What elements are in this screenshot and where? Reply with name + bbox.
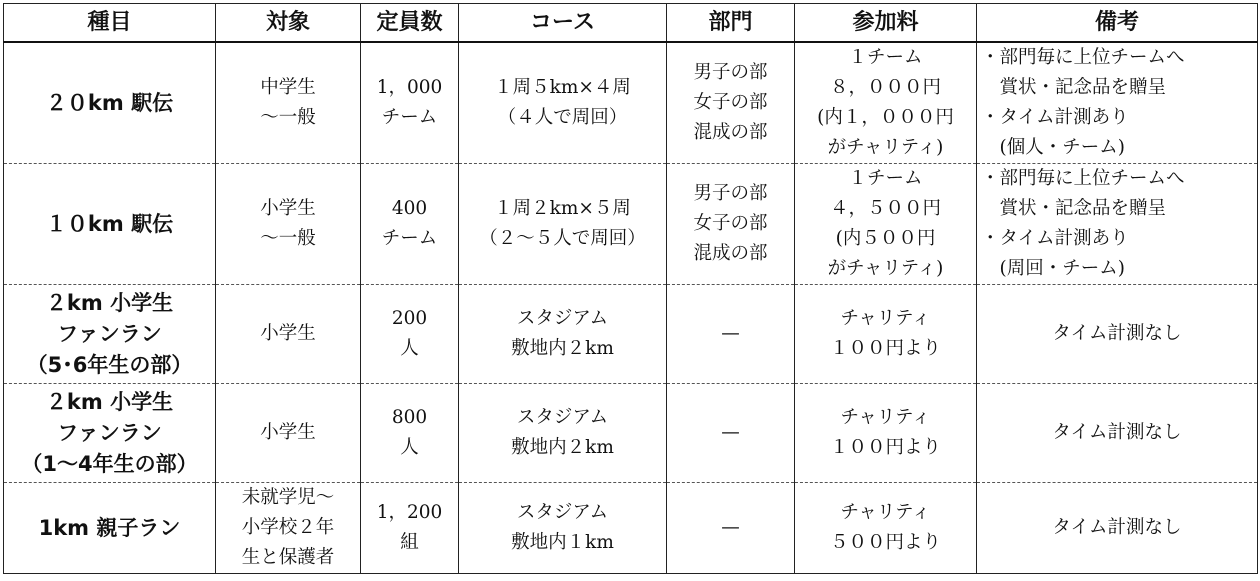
- target-line: 生と保護者: [241, 547, 335, 568]
- capacity-line: 1，000: [376, 77, 443, 98]
- capacity-cell: [361, 384, 459, 483]
- capacity-line: チーム: [381, 228, 438, 249]
- table-row: [4, 285, 1258, 384]
- target-line: 未就学児～: [241, 487, 335, 508]
- header-course: コース: [459, 4, 667, 43]
- event-cell: [4, 164, 216, 285]
- course-line: スタジアム: [516, 407, 609, 428]
- fee-line: チャリティ: [840, 502, 931, 523]
- header-fee: 参加料: [795, 4, 977, 43]
- fee-line: ８，０００円: [829, 77, 941, 98]
- notes-cell: [977, 164, 1258, 285]
- division-line: 男子の部: [693, 62, 768, 83]
- event-line: ファンラン: [57, 420, 162, 445]
- capacity-line: 1，200: [376, 502, 443, 523]
- notes-line: ・タイム計測あり: [981, 107, 1129, 128]
- target-line: 小学校２年: [241, 517, 335, 538]
- capacity-line: 人: [400, 437, 419, 458]
- event-line: ２０km 駅伝: [45, 90, 174, 115]
- event-table: [3, 3, 1258, 574]
- fee-line: (内１，０００円: [817, 107, 954, 128]
- division-cell: [667, 285, 795, 384]
- division-cell: [667, 483, 795, 574]
- course-line: 敷地内１km: [511, 532, 614, 553]
- course-cell: [459, 285, 667, 384]
- fee-line: １チーム: [848, 47, 923, 68]
- target-cell: [216, 285, 361, 384]
- course-cell: [459, 483, 667, 574]
- fee-cell: [795, 164, 977, 285]
- notes-line: タイム計測なし: [1052, 422, 1182, 443]
- capacity-line: 400: [391, 198, 428, 219]
- fee-line: ４，５００円: [829, 198, 941, 219]
- notes-line: ・部門毎に上位チームへ: [981, 47, 1185, 68]
- target-line: 小学生: [260, 323, 316, 344]
- event-line: ファンラン: [57, 321, 162, 346]
- course-line: １周２km×５周: [494, 198, 631, 219]
- notes-cell: [977, 384, 1258, 483]
- target-cell: [216, 384, 361, 483]
- table-row: [4, 483, 1258, 574]
- fee-line: １チーム: [848, 168, 923, 189]
- capacity-cell: [361, 285, 459, 384]
- header-division: 部門: [667, 4, 795, 43]
- notes-line: タイム計測なし: [1052, 323, 1182, 344]
- division-line: —: [721, 517, 740, 538]
- course-line: スタジアム: [516, 308, 609, 329]
- fee-cell: [795, 285, 977, 384]
- target-line: ～一般: [260, 107, 316, 128]
- course-cell: [459, 384, 667, 483]
- course-line: （２～５人で周回）: [479, 228, 646, 249]
- division-line: 混成の部: [693, 122, 768, 143]
- course-cell: [459, 42, 667, 164]
- capacity-line: チーム: [381, 107, 438, 128]
- course-cell: [459, 164, 667, 285]
- division-line: 男子の部: [693, 183, 768, 204]
- division-line: 女子の部: [693, 92, 768, 113]
- capacity-line: 組: [400, 532, 419, 553]
- division-line: 女子の部: [693, 213, 768, 234]
- fee-line: がチャリティ): [827, 258, 944, 279]
- event-cell: [4, 483, 216, 574]
- capacity-cell: [361, 483, 459, 574]
- event-line: （5･6年生の部）: [26, 352, 193, 377]
- target-line: ～一般: [260, 228, 316, 249]
- capacity-line: 200: [391, 308, 428, 329]
- course-line: 敷地内２km: [511, 338, 614, 359]
- notes-cell: [977, 483, 1258, 574]
- capacity-line: 800: [391, 407, 428, 428]
- notes-line: 賞状・記念品を贈呈: [981, 198, 1167, 219]
- division-line: —: [721, 422, 740, 443]
- event-line: （1～4年生の部）: [21, 451, 198, 476]
- division-line: —: [721, 323, 740, 344]
- table-row: [4, 384, 1258, 483]
- event-cell: [4, 384, 216, 483]
- capacity-cell: [361, 42, 459, 164]
- fee-line: (内５００円: [835, 228, 936, 249]
- capacity-cell: [361, 164, 459, 285]
- event-cell: [4, 285, 216, 384]
- target-line: 小学生: [260, 198, 316, 219]
- table-row: [4, 164, 1258, 285]
- notes-line: (周回・チーム): [981, 258, 1125, 279]
- fee-cell: [795, 384, 977, 483]
- notes-cell: [977, 42, 1258, 164]
- target-cell: [216, 42, 361, 164]
- fee-cell: [795, 42, 977, 164]
- notes-cell: [977, 285, 1258, 384]
- header-target: 対象: [216, 4, 361, 43]
- course-line: スタジアム: [516, 502, 609, 523]
- course-line: （４人で周回）: [497, 107, 628, 128]
- notes-line: ・タイム計測あり: [981, 228, 1129, 249]
- notes-line: (個人・チーム): [981, 137, 1125, 158]
- notes-line: タイム計測なし: [1052, 517, 1182, 538]
- fee-line: ５００円より: [829, 532, 941, 553]
- notes-line: 賞状・記念品を贈呈: [981, 77, 1167, 98]
- fee-line: １００円より: [829, 437, 941, 458]
- fee-line: チャリティ: [840, 308, 931, 329]
- header-row: [4, 4, 1258, 43]
- notes-line: ・部門毎に上位チームへ: [981, 168, 1185, 189]
- fee-line: がチャリティ): [827, 137, 944, 158]
- course-line: 敷地内２km: [511, 437, 614, 458]
- header-capacity: 定員数: [361, 4, 459, 43]
- target-cell: [216, 164, 361, 285]
- event-cell: [4, 42, 216, 164]
- division-cell: [667, 384, 795, 483]
- event-line: 1km 親子ラン: [38, 515, 181, 540]
- capacity-line: 人: [400, 338, 419, 359]
- target-cell: [216, 483, 361, 574]
- fee-line: １００円より: [829, 338, 941, 359]
- event-line: ２km 小学生: [45, 389, 174, 414]
- target-line: 小学生: [260, 422, 316, 443]
- division-cell: [667, 164, 795, 285]
- division-line: 混成の部: [693, 243, 768, 264]
- table-row: [4, 42, 1258, 164]
- division-cell: [667, 42, 795, 164]
- event-line: １０km 駅伝: [45, 211, 174, 236]
- fee-line: チャリティ: [840, 407, 931, 428]
- event-line: ２km 小学生: [45, 290, 174, 315]
- course-line: １周５km×４周: [494, 77, 631, 98]
- fee-cell: [795, 483, 977, 574]
- header-notes: 備考: [977, 4, 1258, 43]
- target-line: 中学生: [260, 77, 316, 98]
- header-event: 種目: [4, 4, 216, 43]
